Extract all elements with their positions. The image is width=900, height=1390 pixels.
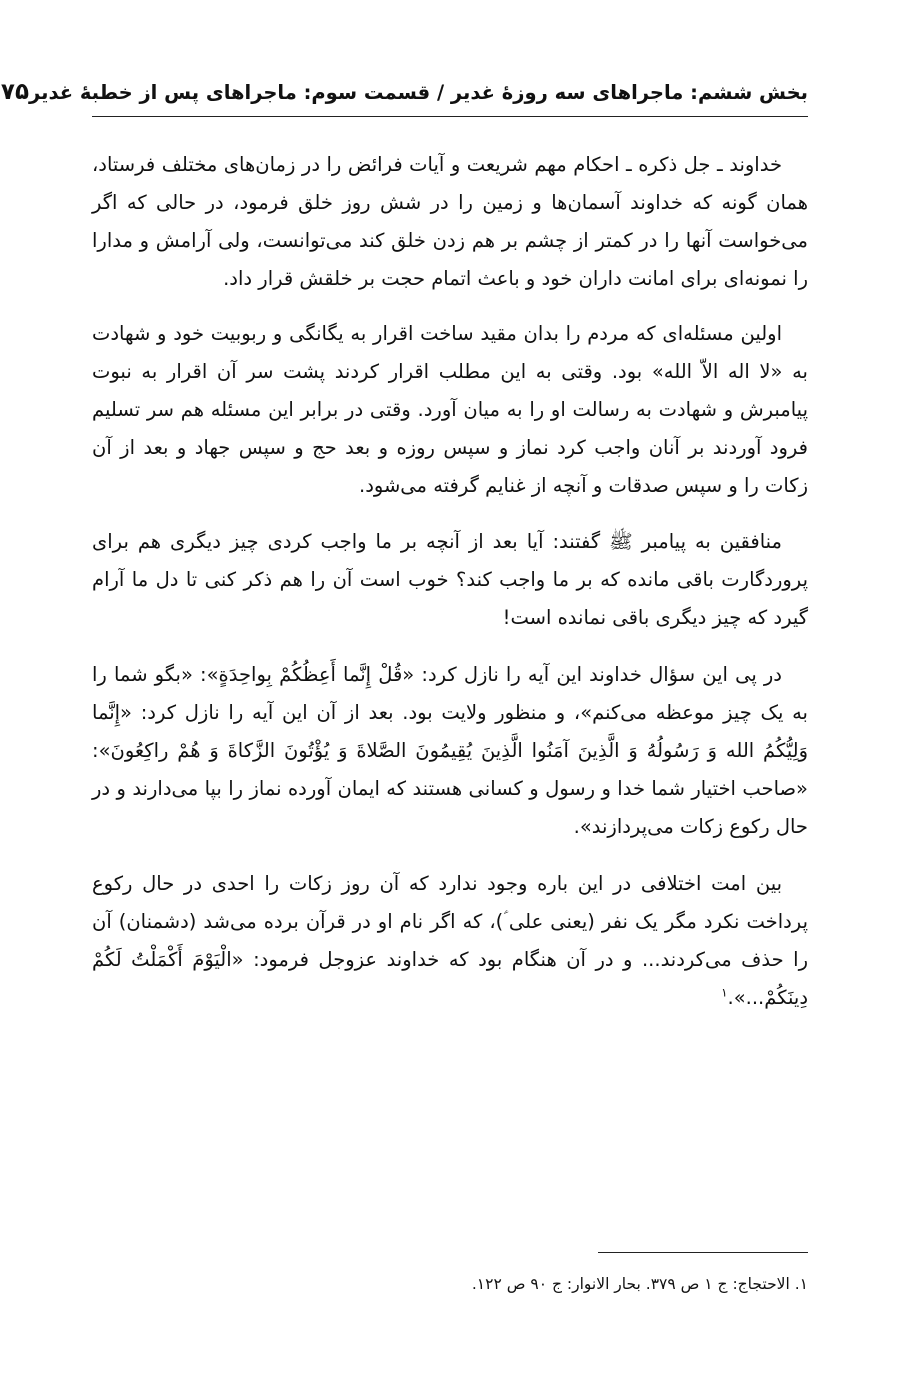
footnote-divider — [598, 1252, 808, 1253]
running-header — [0, 74, 808, 110]
paragraph: اولین مسئله‌ای که مردم را بدان مقید ساخت اقرار به یگانگی و ربوبیت خود و شهادت به «لا اله الاّ الله» بود. وقتی به این مطلب اقرار کردند پشت سر آن اقرار به نبوت پیامبرش و شهادت به رسالت او را به میان آورد. وقتی در برابر این مسئله هم سر تسلیم فرود آوردند بر آنان واجب کرد نماز و سپس روزه و بعد حج و سپس جهاد و بعد از آن زکات را و سپس صدقات و آنچه از غنایم گرفته می‌شود. — [92, 322, 808, 497]
footnote-reference[interactable]: ۱ — [721, 985, 728, 1000]
page-number: ۷۵ — [0, 79, 29, 105]
paragraph: خداوند ـ جل ذکره ـ احکام مهم شریعت و آیات فرائض را در زمان‌های مختلف فرستاد، همان گونه که خداوند آسمان‌ها و زمین را در شش روز خلق فرمود، در حالی که اگر می‌خواست آنها را در کمتر از چشم بر هم زدن خلق کند می‌توانست، ولی آرامش و مدارا را نمونه‌ای برای امانت داران خود و باعث اتمام حجت بر خلقش قرار داد. — [92, 153, 808, 290]
footnote-text: ۱. الاحتجاج: ج ۱ ص ۳۷۹. بحار الانوار: ج ۹۰ ص ۱۲۲. — [471, 1275, 808, 1293]
running-header-title: بخش ششم: ماجراهای سه روزۀ غدیر / قسمت سوم: ماجراهای پس از خطبۀ غدیر — [29, 80, 808, 104]
paragraph: منافقین به پیامبر ﷺ گفتند: آیا بعد از آنچه بر ما واجب کردی چیز دیگری هم برای پروردگارت باقی مانده که بر ما واجب کند؟ خوب است آن را هم ذکر کنی تا دل ما آرام گیرد که چیز دیگری باقی نمانده است! — [92, 530, 808, 629]
header-divider — [92, 116, 808, 117]
paragraph-text: بین امت اختلافی در این باره وجود ندارد که آن روز زکات را احدی در حال رکوع پرداخت نکرد مگر یک نفر (یعنی علی ؑ)، که اگر نام او در قرآن برده می‌شد (دشمنان) آن را حذف می‌کردند... و در آن هنگام بود که خداوند عزوجل فرمود: «الْيَوْمَ أَكْمَلْتُ لَكُمْ دِينَكُمْ...». — [92, 872, 808, 1009]
paragraph: در پی این سؤال خداوند این آیه را نازل کرد: «قُلْ إِنَّما أَعِظُكُمْ بِواحِدَةٍ»: «بگو شما را به یک چیز موعظه می‌کنم»، و منظور ولایت بود. بعد از آن این آیه را نازل کرد: «إِنَّما وَلِيُّكُمُ الله وَ رَسُولُهُ وَ الَّذِينَ آمَنُوا الَّذِينَ يُقِيمُونَ الصَّلاةَ وَ يُؤْتُونَ الزَّكاةَ وَ هُمْ راكِعُونَ»: «صاحب اختیار شما خدا و رسول و کسانی هستند که ایمان آورده نماز را بپا می‌دارند و در حال رکوع زکات می‌پردازند». — [92, 663, 808, 838]
body-text — [92, 146, 808, 1037]
paragraph-with-footnote — [92, 865, 808, 1017]
